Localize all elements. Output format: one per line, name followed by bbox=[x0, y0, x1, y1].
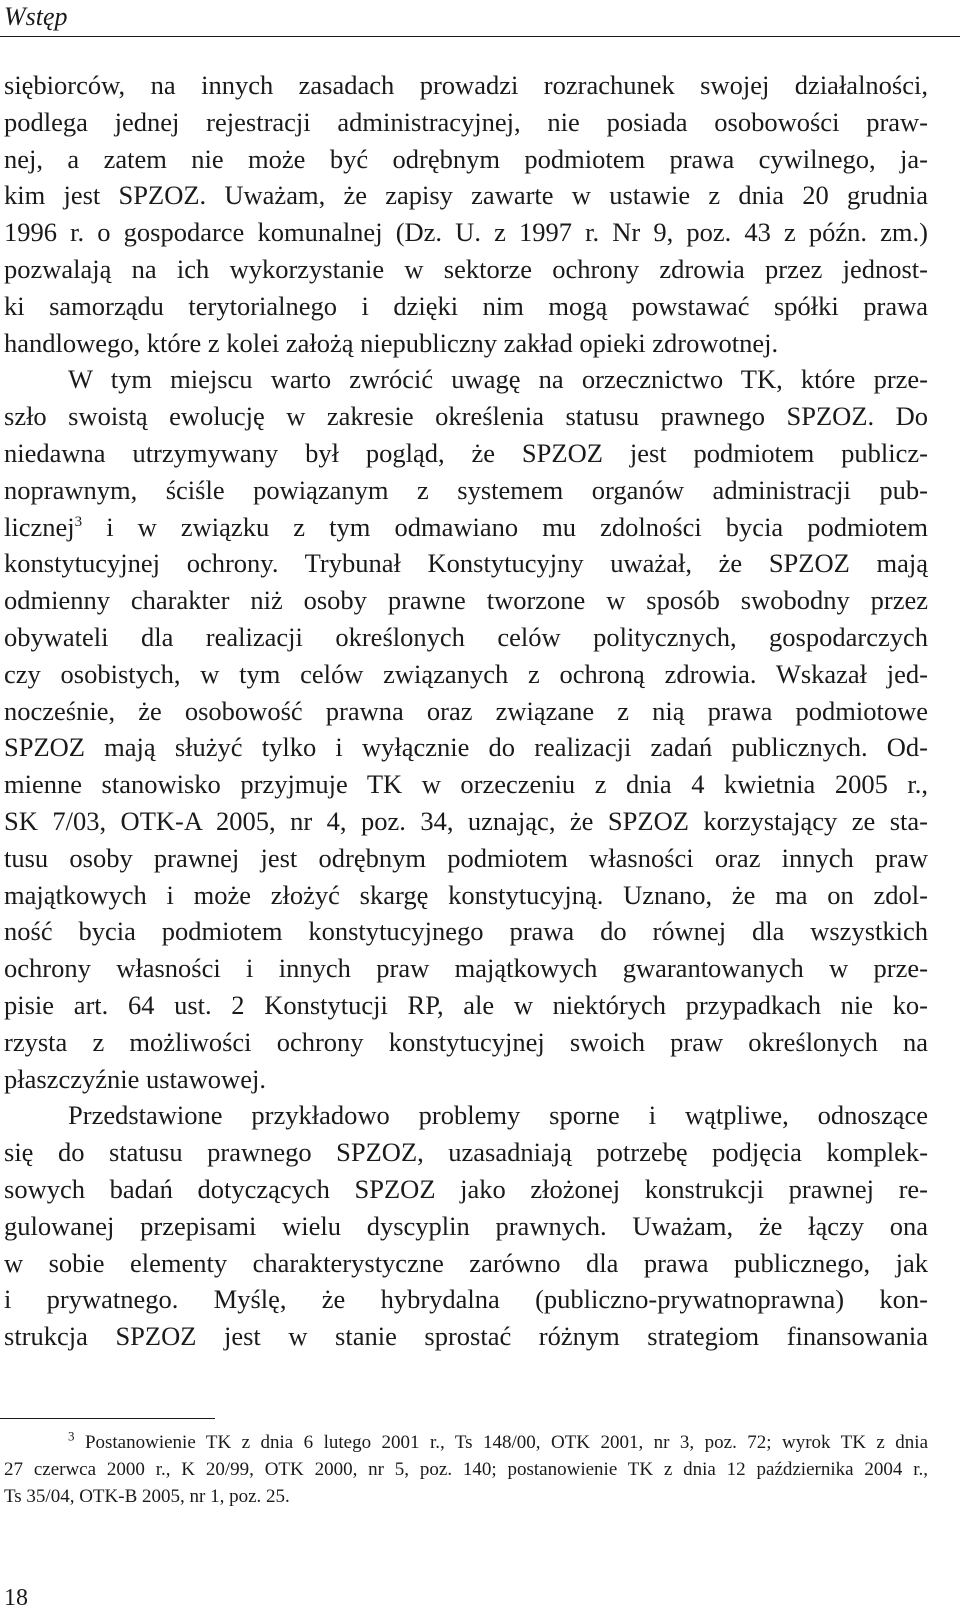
text-line: się do statusu prawnego SPZOZ, uzasadniają potrzebę podjęcia komplek- bbox=[4, 1137, 928, 1168]
text-line: rzysta z możliwości ochrony konstytucyjnej swoich praw określonych na bbox=[4, 1026, 928, 1057]
text-line: mienne stanowisko przyjmuje TK w orzeczeniu z dnia 4 kwietnia 2005 r., bbox=[4, 769, 928, 800]
text-line: kim jest SPZOZ. Uważam, że zapisy zawarte w ustawie z dnia 20 grudnia bbox=[4, 180, 928, 211]
text-line: strukcja SPZOZ jest w stanie sprostać różnym strategiom finansowania bbox=[4, 1321, 928, 1352]
text-line: siębiorców, na innych zasadach prowadzi rozrachunek swojej działalności, bbox=[4, 70, 928, 100]
main-text bbox=[4, 67, 928, 1355]
paragraph-1 bbox=[4, 67, 928, 361]
text-line: Przedstawione przykładowo problemy sporne i wątpliwe, odnoszące bbox=[68, 1100, 928, 1131]
text-line: ki samorządu terytorialnego i dzięki nim mogą powstawać spółki prawa bbox=[4, 290, 928, 321]
text-line: gulowanej przepisami wielu dyscyplin prawnych. Uważam, że łączy ona bbox=[4, 1210, 928, 1241]
text-line: tusu osoby prawnej jest odrębnym podmiotem własności oraz innych praw bbox=[4, 842, 928, 873]
text-line: ochrony własności i innych praw majątkowych gwarantowanych w prze- bbox=[4, 953, 928, 984]
text-line: nej, a zatem nie może być odrębnym podmiotem prawa cywilnego, ja- bbox=[4, 143, 928, 174]
footnote-line: Ts 35/04, OTK-B 2005, nr 1, poz. 25. bbox=[4, 1486, 290, 1507]
text-line: pisie art. 64 ust. 2 Konstytucji RP, ale w niektórych przypadkach nie ko- bbox=[4, 989, 928, 1020]
text-line: SK 7/03, OTK-A 2005, nr 4, poz. 34, uznając, że SPZOZ korzystający ze sta- bbox=[4, 805, 928, 836]
text-line: 1996 r. o gospodarce komunalnej (Dz. U. z 1997 r. Nr 9, poz. 43 z późn. zm.) bbox=[4, 217, 928, 248]
footnote-line: 27 czerwca 2000 r., K 20/99, OTK 2000, nr 5, poz. 140; postanowienie TK z dnia 12 października 2004 r., bbox=[4, 1459, 928, 1480]
text-line: handlowego, które z kolei założą niepubliczny zakład opieki zdrowotnej. bbox=[4, 327, 779, 358]
text-line: SPZOZ mają służyć tylko i wyłącznie do realizacji zadań publicznych. Od- bbox=[4, 732, 928, 763]
footnote-marker: 3 bbox=[68, 1429, 75, 1444]
paragraph-2 bbox=[4, 361, 928, 1097]
footnote-section bbox=[4, 1429, 928, 1510]
text-line: ność bycia podmiotem konstytucyjnego prawa do równej dla wszystkich bbox=[4, 916, 928, 947]
text-line: niedawna utrzymywany był pogląd, że SPZOZ jest podmiotem publicz- bbox=[4, 437, 928, 468]
text-line: pozwalają na ich wykorzystanie w sektorze ochrony zdrowia przez jednost- bbox=[4, 253, 928, 284]
running-title: Wstęp bbox=[4, 2, 68, 31]
text-line: podlega jednej rejestracji administracyjnej, nie posiada osobowości praw- bbox=[4, 106, 928, 137]
footnote-reference[interactable]: 3 bbox=[74, 513, 83, 530]
text-line-with-footnote bbox=[4, 509, 928, 546]
text-fragment: licznej bbox=[4, 511, 75, 542]
text-line: W tym miejscu warto zwrócić uwagę na orzecznictwo TK, które prze- bbox=[68, 364, 928, 395]
text-line: noprawnym, ściśle powiązanym z systemem organów administracji pub- bbox=[4, 474, 928, 505]
text-line: nocześnie, że osobowość prawna oraz związane z nią prawa podmiotowe bbox=[4, 695, 928, 726]
text-line: i prywatnego. Myślę, że hybrydalna (publiczno-prywatnoprawna) kon- bbox=[4, 1284, 928, 1315]
text-line: sowych badań dotyczących SPZOZ jako złożonej konstrukcji prawnej re- bbox=[4, 1173, 928, 1204]
page-number: 18 bbox=[4, 1585, 28, 1611]
text-line: majątkowych i może złożyć skargę konstytucyjną. Uznano, że ma on zdol- bbox=[4, 879, 928, 910]
text-line: szło swoistą ewolucję w zakresie określenia statusu prawnego SPZOZ. Do bbox=[4, 401, 928, 432]
text-line: płaszczyźnie ustawowej. bbox=[4, 1063, 266, 1094]
text-line: czy osobistych, w tym celów związanych z ochroną zdrowia. Wskazał jed- bbox=[4, 658, 928, 689]
text-fragment: i w związku z tym odmawiano mu zdolności bycia podmiotem bbox=[82, 511, 928, 542]
paragraph-3 bbox=[4, 1097, 928, 1355]
text-line: obywateli dla realizacji określonych celów politycznych, gospodarczych bbox=[4, 621, 928, 652]
text-line: konstytucyjnej ochrony. Trybunał Konstytucyjny uważał, że SPZOZ mają bbox=[4, 548, 928, 579]
footnote-line bbox=[4, 1429, 928, 1456]
text-line: odmienny charakter niż osoby prawne tworzone w sposób swobodny przez bbox=[4, 585, 928, 616]
header-rule bbox=[0, 36, 960, 37]
footnote-separator bbox=[0, 1418, 215, 1419]
text-line: w sobie elementy charakterystyczne zarówno dla prawa publicznego, jak bbox=[4, 1247, 928, 1278]
footnote-text: Postanowienie TK z dnia 6 lutego 2001 r., Ts 148/00, OTK 2001, nr 3, poz. 72; wyrok TK z dnia bbox=[74, 1432, 928, 1453]
